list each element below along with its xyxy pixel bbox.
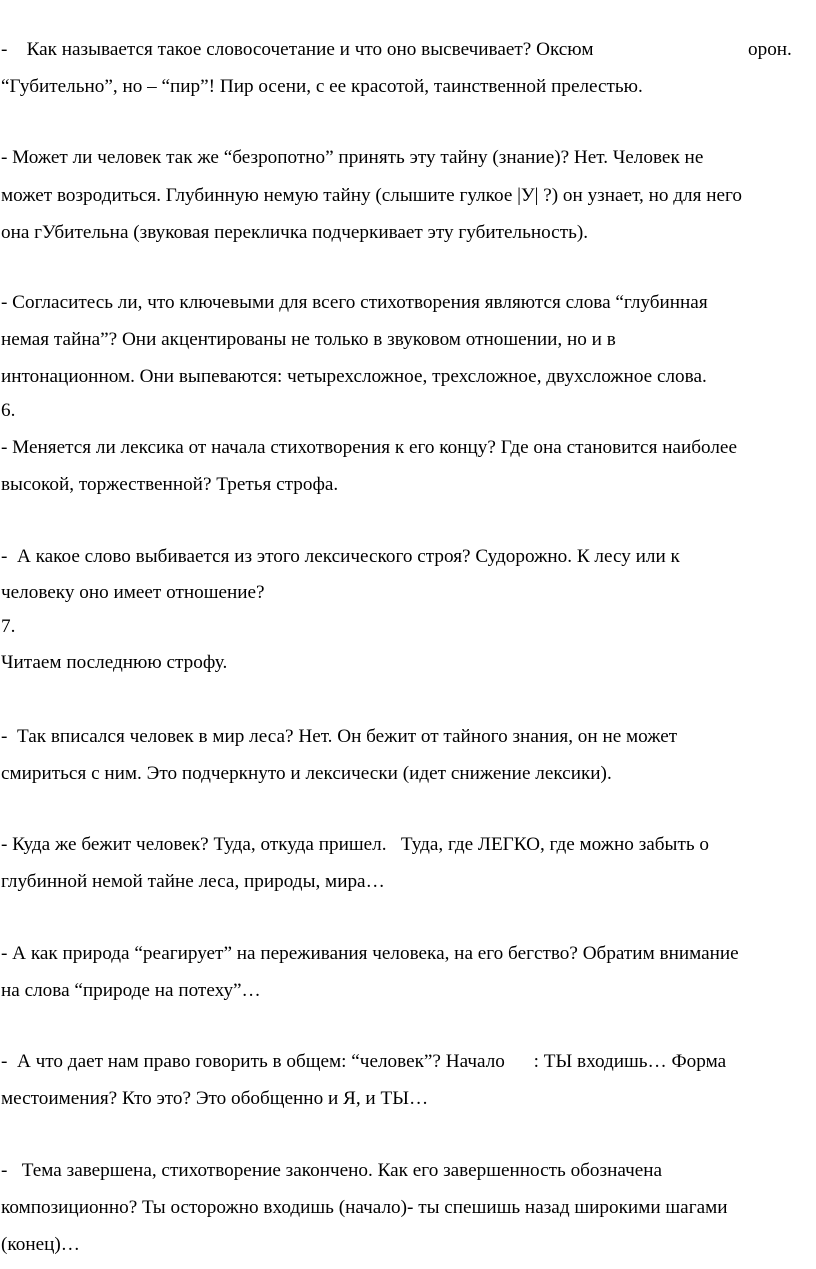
text-line: высокой, торжественной? Третья строфа.: [1, 474, 339, 495]
text-line: - А как природа “реагирует” на переживания человека, на его бегство? Обратим внимание: [1, 943, 739, 964]
text-line: местоимения? Кто это? Это обобщенно и Я, и ТЫ…: [1, 1088, 429, 1109]
text-line: композиционно? Ты осторожно входишь (начало)- ты спешишь назад широкими шагами: [1, 1197, 728, 1218]
text-line: человеку оно имеет отношение?: [1, 582, 265, 603]
text-line: - Куда же бежит человек? Туда, откуда пришел. Туда, где ЛЕГКО, где можно забыть о: [1, 834, 709, 855]
section-number: 6.: [1, 400, 16, 421]
text-line: (конец)…: [1, 1234, 80, 1255]
text-line: Читаем последнюю строфу.: [1, 652, 228, 673]
text-line: может возродиться. Глубинную немую тайну (слышите гулкое |У| ?) он узнает, но для него: [1, 185, 742, 206]
section-number: 7.: [1, 616, 16, 637]
text-line: на слова “природе на потеху”…: [1, 980, 261, 1001]
text-line: смириться с ним. Это подчеркнуто и лексически (идет снижение лексики).: [1, 763, 612, 784]
text-line: - Так вписался человек в мир леса? Нет. Он бежит от тайного знания, он не может: [1, 726, 678, 747]
text-line: - А что дает нам право говорить в общем: “человек”? Начало : ТЫ входишь… Форма: [1, 1051, 727, 1072]
text-line: - Может ли человек так же “безропотно” принять эту тайну (знание)? Нет. Человек не: [1, 147, 704, 168]
text-line: “Губительно”, но – “пир”! Пир осени, с ее красотой, таинственной прелестью.: [1, 76, 643, 97]
text-line: глубинной немой тайне леса, природы, мира…: [1, 871, 385, 892]
text-line: она гУбительна (звуковая перекличка подчеркивает эту губительность).: [1, 222, 589, 243]
text-line: - Меняется ли лексика от начала стихотворения к его концу? Где она становится наиболее: [1, 437, 737, 458]
text-line: - Как называется такое словосочетание и что оно высвечивает? Оксюм: [1, 39, 594, 60]
text-line: - Тема завершена, стихотворение закончено. Как его завершенность обозначена: [1, 1160, 663, 1181]
text-line: - А какое слово выбивается из этого лексического строя? Судорожно. К лесу или к: [1, 546, 680, 567]
text-line: интонационном. Они выпеваются: четырехсложное, трехсложное, двухсложное слова.: [1, 366, 707, 387]
text-line: орон.: [748, 39, 792, 60]
text-line: - Согласитесь ли, что ключевыми для всего стихотворения являются слова “глубинная: [1, 292, 708, 313]
text-line: немая тайна”? Они акцентированы не только в звуковом отношении, но и в: [1, 329, 616, 350]
